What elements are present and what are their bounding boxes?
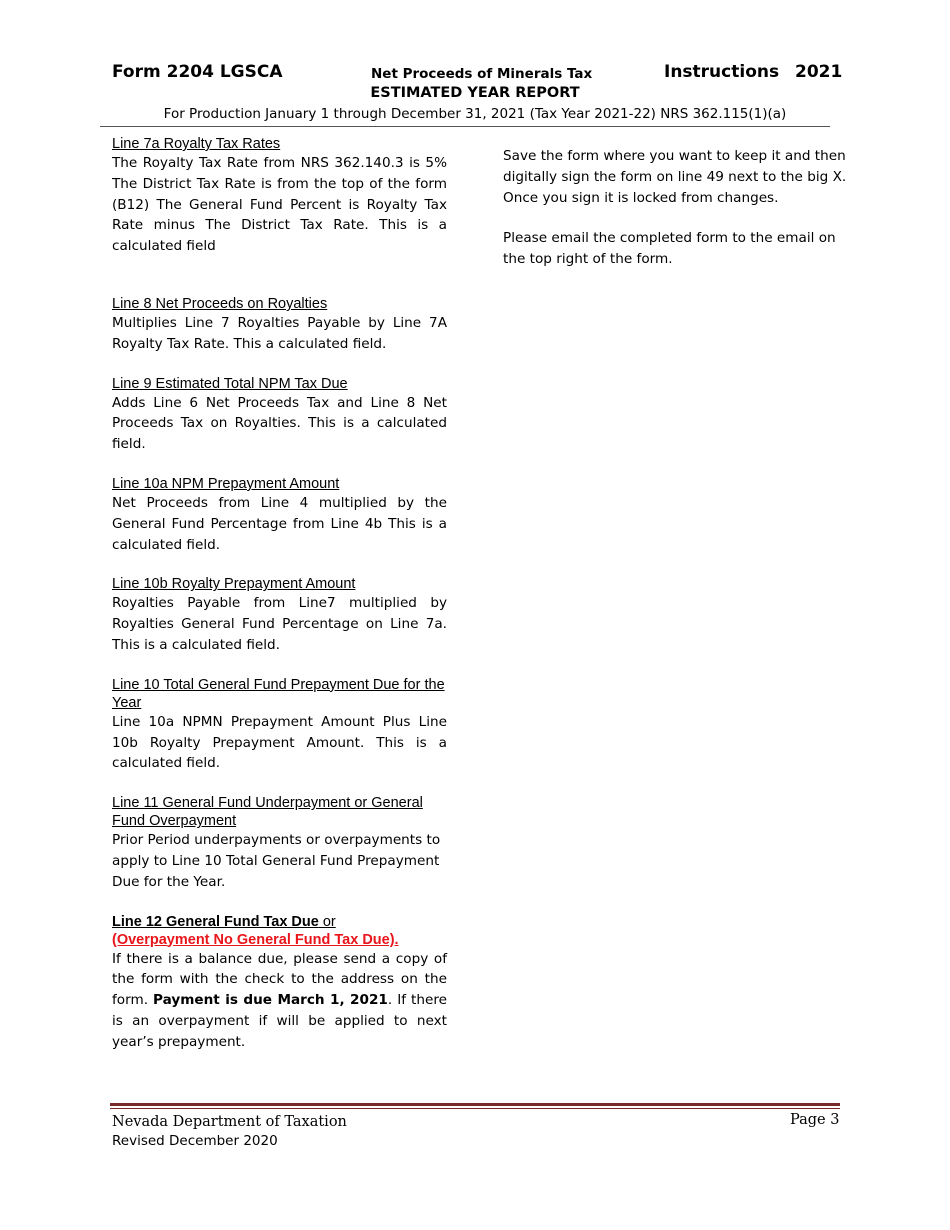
section-text: Line 10a NPMN Prepayment Amount Plus Line 10b Royalty Prepayment Amount. This is a calculated field. [112,713,447,772]
section-text: Royalties Payable from Line7 multiplied by Royalties General Fund Percentage on Line 7a. This is a calculated field. [112,595,447,653]
heading-or: or [318,913,336,930]
tax-title: Net Proceeds of Minerals Tax [371,66,593,82]
footer-divider-thick [110,1103,840,1106]
year-label: 2021 [795,62,843,82]
overpayment-heading: (Overpayment No General Fund Tax Due). [112,931,399,948]
header-divider [100,126,830,127]
section-heading: Line 10 Total General Fund Prepayment Due for the Year [112,676,445,711]
section-heading: Line 10b Royalty Prepayment Amount [112,576,356,593]
section-line-9 [112,375,447,455]
section-text: Multiplies Line 7 Royalties Payable by Line 7A Royalty Tax Rate. This a calculated field. [112,314,447,352]
right-column [503,146,851,290]
email-instructions: Please email the completed form to the email on the top right of the form. [503,230,836,268]
section-line-10 [112,676,447,774]
section-heading: Line 11 General Fund Underpayment or General Fund Overpayment [112,795,423,830]
text-part-a: If there is a balance due, please send a copy of the form with the check to the address on the form. [112,950,447,1009]
section-text: The Royalty Tax Rate from NRS 362.140.3 is 5% The District Tax Rate is from the top of the form (B12) The General Fund Percent is Royalty Tax Rate minus The District Tax Rate. This is a calculated field [112,155,447,255]
section-line-7a [112,135,447,257]
section-line-11 [112,794,447,892]
section-heading: Line 9 Estimated Total NPM Tax Due [112,375,348,392]
text-part-b: . If there is an overpayment if will be applied to next year’s prepayment. [112,992,447,1050]
section-heading: Line 7a Royalty Tax Rates [112,136,281,152]
section-text [112,949,447,1053]
heading-bold: Line 12 General Fund Tax Due [112,913,319,930]
form-title: Form 2204 LGSCA [112,62,283,82]
section-line-10a [112,475,447,555]
page-number: Page 3 [790,1112,840,1128]
section-text: Prior Period underpayments or overpayments to apply to Line 10 Total General Fund Prepayment Due for the Year. [112,832,441,890]
footer-divider-thin [110,1108,840,1109]
save-instructions: Save the form where you want to keep it and then digitally sign the form on line 49 next to the big X. Once you sign it is locked from changes. [503,148,847,206]
footer-department: Nevada Department of Taxation [112,1114,347,1130]
report-title: ESTIMATED YEAR REPORT [370,85,580,101]
section-line-12 [112,913,447,1053]
section-line-10b [112,575,447,655]
production-line: For Production January 1 through December 31, 2021 (Tax Year 2021-22) NRS 362.115(1)(a) [163,106,787,122]
section-text: Adds Line 6 Net Proceeds Tax and Line 8 Net Proceeds Tax on Royalties. This is a calculated field. [112,394,447,453]
payment-due-text: Payment is due March 1, 2021 [153,992,388,1009]
section-line-8 [112,295,447,355]
section-heading [112,913,447,931]
left-column [112,135,447,1073]
instructions-label: Instructions [664,62,780,82]
section-text: Net Proceeds from Line 4 multiplied by the General Fund Percentage from Line 4b This is a calculated field. [112,494,447,553]
footer-revised: Revised December 2020 [112,1133,278,1149]
section-heading: Line 10a NPM Prepayment Amount [112,475,340,492]
section-heading: Line 8 Net Proceeds on Royalties [112,295,328,312]
